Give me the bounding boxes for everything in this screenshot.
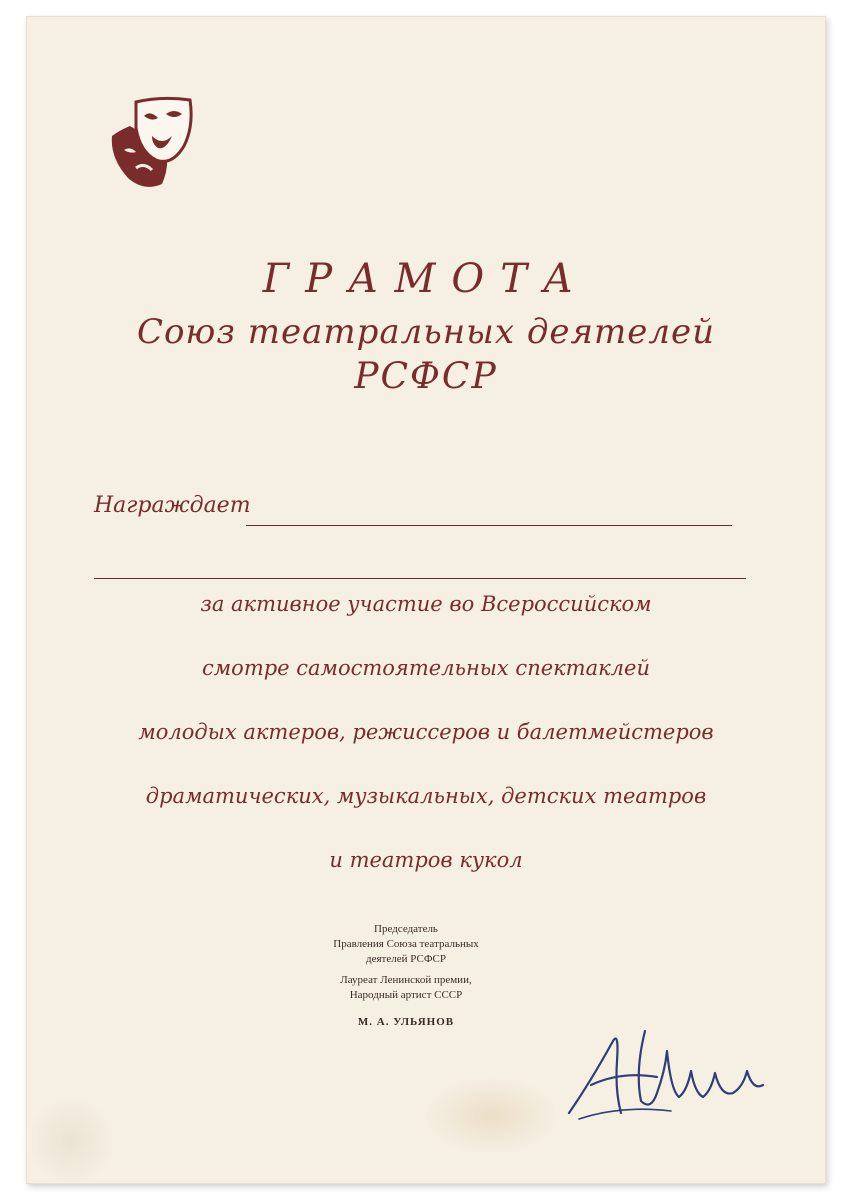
certificate-title: ГРАМОТА: [262, 256, 590, 302]
organization-name: Союз театральных деятелей: [136, 312, 716, 352]
signatory-position: деятелей РСФСР: [366, 953, 446, 965]
award-reason: [86, 572, 766, 892]
reason-line: за активное участие во Всероссийском: [200, 592, 652, 616]
reason-line: и театров кукол: [329, 848, 523, 872]
signatory-title: Народный артист СССР: [349, 989, 463, 1001]
signatory-position: Правления Союза театральных: [333, 938, 479, 950]
signatory-position: Председатель: [374, 923, 438, 935]
reason-line: молодых актеров, режиссеров и балетмейстеров: [138, 720, 714, 744]
signatory-block: [286, 922, 526, 1030]
organization-region: РСФСР: [354, 356, 498, 397]
paper-stain: [421, 1076, 561, 1156]
signatory-name: М. А. УЛЬЯНОВ: [357, 1016, 455, 1028]
signatory-title: Лауреат Ленинской премии,: [340, 974, 472, 986]
reason-line: драматических, музыкальных, детских театров: [145, 784, 707, 808]
paper-stain: [26, 1096, 116, 1186]
handwritten-signature: [561, 1001, 776, 1131]
award-label: Награждает: [94, 493, 251, 518]
theatre-masks-icon: [106, 96, 198, 192]
certificate-sheet: [26, 16, 826, 1184]
recipient-line: [246, 525, 732, 526]
reason-line: смотре самостоятельных спектаклей: [202, 656, 650, 680]
